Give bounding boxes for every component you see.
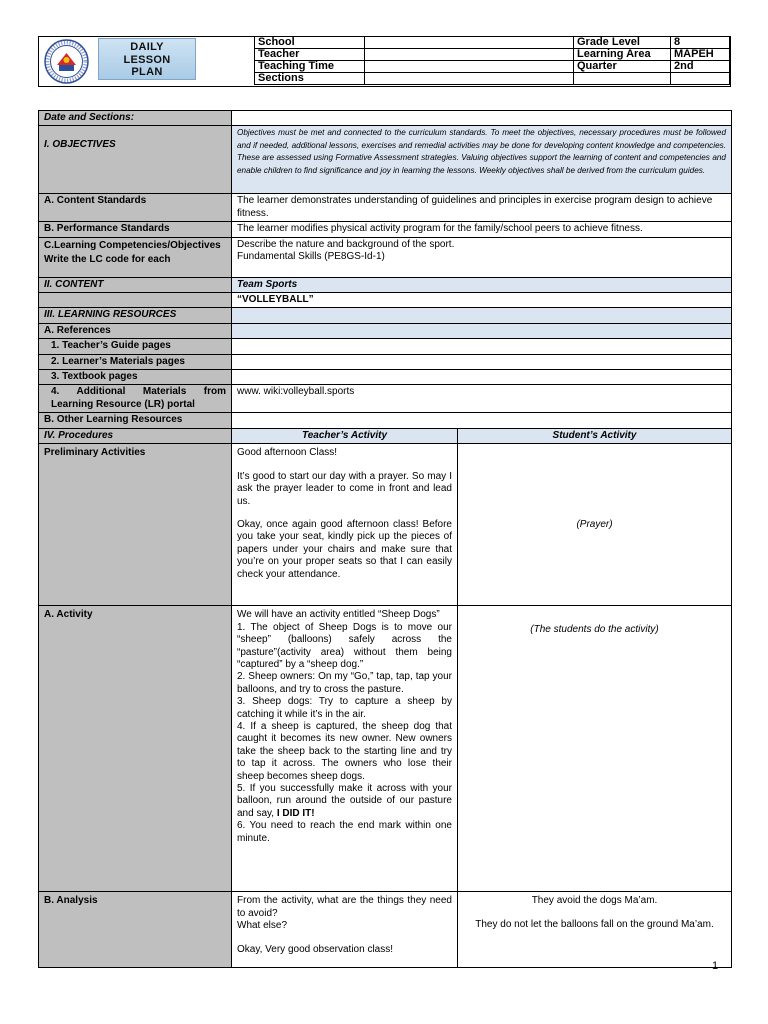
header-school-info bbox=[254, 36, 574, 85]
page-number: 1 bbox=[712, 960, 719, 972]
resources-value bbox=[232, 308, 732, 323]
quarter-value: 2nd bbox=[671, 61, 730, 73]
header-class-info bbox=[573, 36, 730, 85]
title-line: PLAN bbox=[131, 66, 163, 78]
additional-materials-label: 4. Additional Materials from Learning Resource (LR) portal bbox=[39, 385, 232, 413]
activity-step: 4. If a sheep is captured, the sheep dog that caught it becomes its new owner. New owners take the sheep back to the starting line and try to tap it across. The owners who lose their sheep becomes sheep dogs. bbox=[237, 720, 452, 782]
analysis-teacher-cell bbox=[232, 892, 458, 968]
learning-area-label: Learning Area bbox=[574, 49, 671, 61]
learners-materials-label: 2. Learner’s Materials pages bbox=[39, 354, 232, 369]
deped-seal-icon bbox=[44, 39, 89, 84]
school-label: School bbox=[255, 37, 365, 49]
analysis-label: B. Analysis bbox=[39, 892, 232, 968]
activity-step-text: 5. If you successfully make it across with your balloon, run around the outside of our pasture and say, bbox=[237, 782, 452, 819]
teacher-value[interactable] bbox=[365, 49, 574, 61]
activity-student-cell: (The students do the activity) bbox=[458, 606, 732, 892]
teaching-time-label: Teaching Time bbox=[255, 61, 365, 73]
other-resources-label: B. Other Learning Resources bbox=[39, 413, 232, 428]
competency-text: Describe the nature and background of the sport. bbox=[237, 238, 455, 250]
table-row bbox=[39, 323, 732, 338]
prelim-prayer: It’s good to start our day with a prayer. So may I ask the prayer leader to come in front and lead us. bbox=[237, 470, 452, 507]
content-label: II. CONTENT bbox=[39, 277, 232, 292]
objectives-label: I. OBJECTIVES bbox=[39, 126, 232, 194]
teacher-label: Teacher bbox=[255, 49, 365, 61]
teacher-activity-header: Teacher’s Activity bbox=[232, 428, 458, 443]
table-row bbox=[39, 293, 732, 308]
learners-materials-value[interactable] bbox=[232, 354, 732, 369]
objectives-text: Objectives must be met and connected to the curriculum standards. To meet the objectives, necessary procedures must be followed and if needed, additional lessons, exercises and remedial activities may be done for developing content knowledge and competencies. These are assessed using Formative Assessment strategies. Valuing objectives support the learning of content and competencies and enable children to find significance and joy in learning the lessons. Weekly objectives shall be derived from the curriculum guides. bbox=[232, 126, 732, 194]
textbook-value[interactable] bbox=[232, 370, 732, 385]
activity-step: 6. You need to reach the end mark within one minute. bbox=[237, 820, 452, 844]
table-row bbox=[39, 194, 732, 222]
lesson-plan-table bbox=[38, 110, 732, 968]
textbook-label: 3. Textbook pages bbox=[39, 370, 232, 385]
references-label: A. References bbox=[39, 323, 232, 338]
activity-teacher-cell bbox=[232, 606, 458, 892]
teachers-guide-label: 1. Teacher’s Guide pages bbox=[39, 339, 232, 354]
table-row bbox=[39, 428, 732, 443]
title-line: LESSON bbox=[123, 53, 171, 66]
activity-step-emphasis: I DID IT! bbox=[276, 807, 315, 819]
table-row bbox=[39, 892, 732, 968]
table-row bbox=[39, 111, 732, 126]
analysis-followup: What else? bbox=[237, 920, 288, 932]
preliminary-student-cell: (Prayer) bbox=[458, 444, 732, 606]
title-line: DAILY bbox=[130, 41, 164, 53]
table-row bbox=[39, 308, 732, 323]
activity-step: 1. The object of Sheep Dogs is to move our “sheep” (balloons) safely across the “pasture”(activity area) without them being “captured” by a “sheep dog.” bbox=[237, 621, 452, 670]
table-row bbox=[39, 126, 732, 194]
activity-step: 3. Sheep dogs: Try to capture a sheep by catching it while it’s in the air. bbox=[237, 696, 452, 720]
prelim-attendance: Okay, once again good afternoon class! Before you take your seat, kindly pick up the pieces of papers under your chairs and make sure that you’re on your proper seats so that I can easily check your attendance. bbox=[237, 518, 452, 580]
quarter-label: Quarter bbox=[574, 61, 671, 73]
content-standards-label: A. Content Standards bbox=[39, 194, 232, 222]
table-row bbox=[39, 385, 732, 413]
preliminary-label: Preliminary Activities bbox=[39, 444, 232, 606]
sections-label: Sections bbox=[255, 73, 365, 85]
daily-lesson-plan-title bbox=[98, 38, 196, 80]
analysis-student-cell bbox=[458, 892, 732, 968]
analysis-answer: They do not let the balloons fall on the ground Ma’am. bbox=[475, 918, 714, 930]
competency-code: Fundamental Skills (PE8GS-Id-1) bbox=[237, 251, 385, 263]
empty-label bbox=[574, 73, 671, 85]
analysis-answer: They avoid the dogs Ma’am. bbox=[531, 895, 658, 907]
learning-area-value: MAPEH bbox=[671, 49, 730, 61]
activity-step bbox=[237, 783, 452, 820]
procedures-label: IV. Procedures bbox=[39, 428, 232, 443]
sections-value[interactable] bbox=[365, 73, 574, 85]
grade-level-value: 8 bbox=[671, 37, 730, 49]
performance-standards-text: The learner modifies physical activity program for the family/school peers to achieve fitness. bbox=[232, 222, 732, 237]
content-blank bbox=[39, 293, 232, 308]
table-row bbox=[39, 339, 732, 354]
student-activity-header: Student’s Activity bbox=[458, 428, 732, 443]
table-row bbox=[39, 237, 732, 277]
preliminary-teacher-cell bbox=[232, 444, 458, 606]
content-text: Team Sports bbox=[232, 277, 732, 292]
table-row bbox=[39, 277, 732, 292]
activity-step: 2. Sheep owners: On my “Go,” tap, tap, tap your balloons, and try to cross the pasture. bbox=[237, 671, 452, 695]
table-row bbox=[39, 370, 732, 385]
teaching-time-value[interactable] bbox=[365, 61, 574, 73]
table-row bbox=[39, 444, 732, 606]
prelim-greeting: Good afternoon Class! bbox=[237, 447, 338, 459]
school-value[interactable] bbox=[365, 37, 574, 49]
analysis-praise: Okay, Very good observation class! bbox=[237, 943, 394, 955]
table-row bbox=[39, 222, 732, 237]
activity-intro: We will have an activity entitled “Sheep Dogs” bbox=[237, 609, 440, 621]
date-sections-label: Date and Sections: bbox=[39, 111, 232, 126]
references-value bbox=[232, 323, 732, 338]
activity-label: A. Activity bbox=[39, 606, 232, 892]
performance-standards-label: B. Performance Standards bbox=[39, 222, 232, 237]
content-topic: “VOLLEYBALL” bbox=[232, 293, 732, 308]
competencies-label: C.Learning Competencies/Objectives Write the LC code for each bbox=[39, 237, 232, 277]
teachers-guide-value[interactable] bbox=[232, 339, 732, 354]
table-row bbox=[39, 606, 732, 892]
analysis-question: From the activity, what are the things they need to avoid? bbox=[237, 895, 452, 919]
resources-label: III. LEARNING RESOURCES bbox=[39, 308, 232, 323]
content-standards-text: The learner demonstrates understanding of guidelines and principles in exercise program design to achieve fitness. bbox=[232, 194, 732, 222]
date-sections-value[interactable] bbox=[232, 111, 732, 126]
competencies-cell bbox=[232, 237, 732, 277]
additional-materials-link[interactable]: www. wiki:volleyball.sports bbox=[232, 385, 732, 413]
grade-level-label: Grade Level bbox=[574, 37, 671, 49]
table-row bbox=[39, 354, 732, 369]
other-resources-value[interactable] bbox=[232, 413, 732, 428]
empty-value bbox=[671, 73, 730, 85]
table-row bbox=[39, 413, 732, 428]
